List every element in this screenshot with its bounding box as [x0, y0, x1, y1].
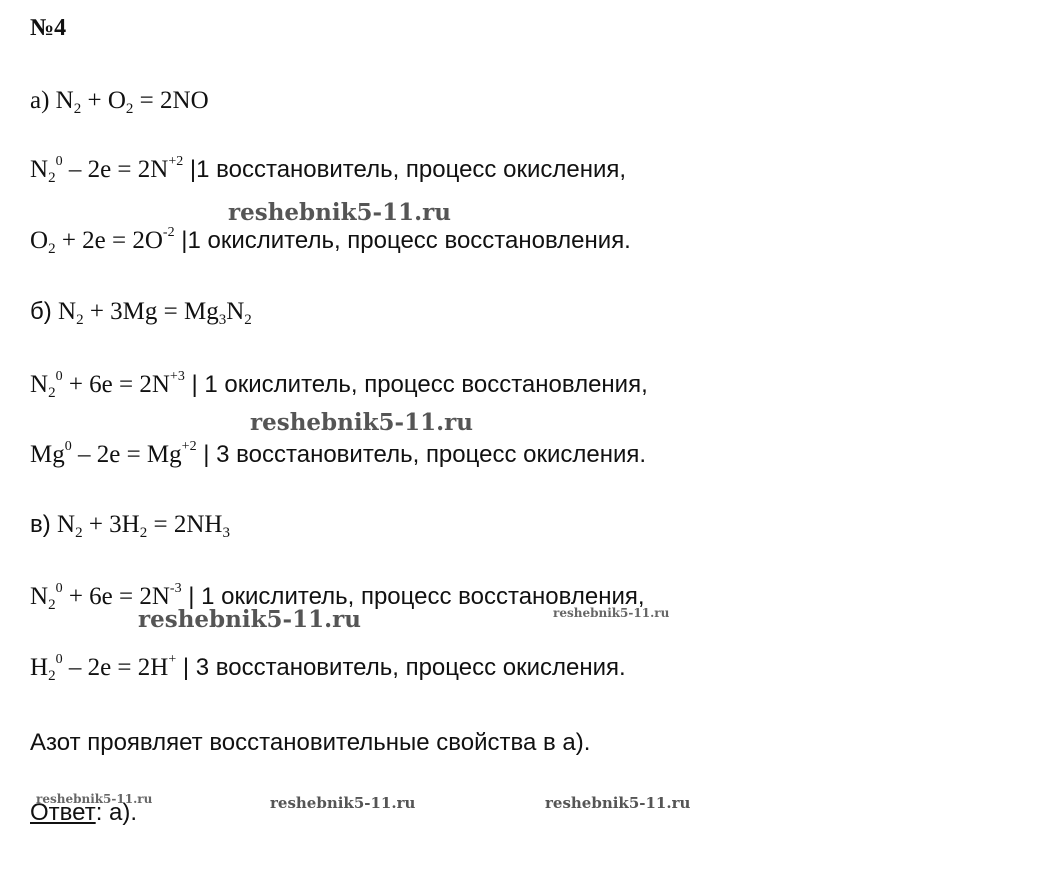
- eq-a-n-sub: 2: [73, 101, 82, 117]
- r-a1-note: |1 восстановитель, процесс окисления,: [183, 156, 627, 183]
- eq-b-mid: + 3Mg = Mg: [83, 298, 219, 325]
- r-b1-sub: 2: [48, 385, 56, 401]
- r-b1-el: N: [30, 371, 49, 398]
- watermark: reshebnik5-11.ru: [250, 409, 473, 436]
- label-a: а): [30, 87, 50, 114]
- eq-c-n: N: [57, 511, 76, 538]
- r-a2-sub: 2: [48, 241, 56, 257]
- eq-c-n-sub: 2: [75, 525, 83, 541]
- eq-a-equals: =: [139, 87, 154, 114]
- r-c1-sub: 2: [48, 597, 56, 613]
- watermark: reshebnik5-11.ru: [545, 794, 691, 812]
- conclusion: Азот проявляет восстановительные свойства в а).: [30, 729, 591, 756]
- eq-b-n2: N: [226, 298, 245, 325]
- r-b1-note: | 1 окислитель, процесс восстановления,: [184, 371, 648, 398]
- eq-c-rhs: = 2NH: [147, 511, 223, 538]
- r-b2-ox: 0: [64, 439, 72, 454]
- label-b: б): [30, 298, 52, 325]
- problem-number: №4: [30, 15, 67, 41]
- r-a1-mid: – 2e = 2N: [62, 156, 169, 183]
- r-c2-note: | 3 восстановитель, процесс окисления.: [176, 654, 626, 681]
- reaction-a-1: [30, 154, 627, 186]
- watermark: reshebnik5-11.ru: [553, 606, 670, 620]
- r-b2-el: Mg: [30, 441, 65, 468]
- r-b2-note: | 3 восстановитель, процесс окисления.: [196, 441, 647, 468]
- r-b2-ox2: +2: [181, 439, 197, 454]
- r-c2-el: H: [30, 654, 49, 681]
- answer-value: : а).: [95, 799, 138, 826]
- r-c1-ox: 0: [55, 581, 63, 596]
- reaction-b-2: [30, 439, 647, 468]
- eq-c-nh-sub: 3: [222, 525, 230, 541]
- r-a2-mid: + 2e = 2O: [55, 227, 163, 254]
- r-a2-note: |1 окислитель, процесс восстановления.: [174, 227, 631, 254]
- eq-c-h-sub: 2: [139, 525, 148, 541]
- label-c: в): [30, 511, 51, 538]
- reaction-b-1: [30, 369, 648, 401]
- watermark: reshebnik5-11.ru: [228, 199, 451, 226]
- r-c2-ox2: +: [168, 652, 177, 667]
- r-c2-ox: 0: [55, 652, 63, 667]
- reaction-a-2: [30, 225, 631, 257]
- r-a2-ox2: -2: [162, 225, 175, 240]
- r-c2-mid: – 2e = 2H: [62, 654, 169, 681]
- r-b1-ox2: +3: [169, 369, 185, 384]
- r-b1-ox: 0: [55, 369, 63, 384]
- eq-a-o-sub: 2: [125, 101, 134, 117]
- eq-b-n2-sub: 2: [244, 312, 252, 328]
- eq-c-mid: + 3H: [82, 511, 140, 538]
- watermark: reshebnik5-11.ru: [36, 792, 153, 806]
- r-c2-sub: 2: [48, 668, 56, 684]
- r-c1-el: N: [30, 583, 49, 610]
- eq-a-plus: +: [87, 87, 102, 114]
- eq-b-n: N: [58, 298, 77, 325]
- eq-a-rhs: 2NO: [160, 87, 209, 114]
- r-a1-ox2: +2: [168, 154, 184, 169]
- watermark: reshebnik5-11.ru: [270, 794, 416, 812]
- eq-a-o: O: [107, 87, 126, 114]
- eq-b-mg-sub: 3: [218, 312, 227, 328]
- eq-b-n-sub: 2: [76, 312, 84, 328]
- r-a2-el: O: [30, 227, 49, 254]
- r-b1-mid: + 6e = 2N: [62, 371, 170, 398]
- equation-c: [30, 511, 230, 541]
- equation-b: [30, 298, 252, 328]
- r-b2-mid: – 2e = Mg: [71, 441, 182, 468]
- r-a1-el: N: [30, 156, 49, 183]
- r-c1-ox2: -3: [169, 581, 182, 596]
- watermark: reshebnik5-11.ru: [138, 606, 361, 633]
- answer-label: Ответ: [30, 799, 96, 826]
- reaction-c-2: [30, 652, 626, 684]
- r-c1-mid: + 6e = 2N: [62, 583, 170, 610]
- equation-a: [30, 87, 209, 117]
- r-a1-ox: 0: [55, 154, 63, 169]
- r-c1-note: | 1 окислитель, процесс восстановления,: [181, 583, 645, 610]
- eq-a-n: N: [55, 87, 74, 114]
- r-a1-sub: 2: [48, 170, 56, 186]
